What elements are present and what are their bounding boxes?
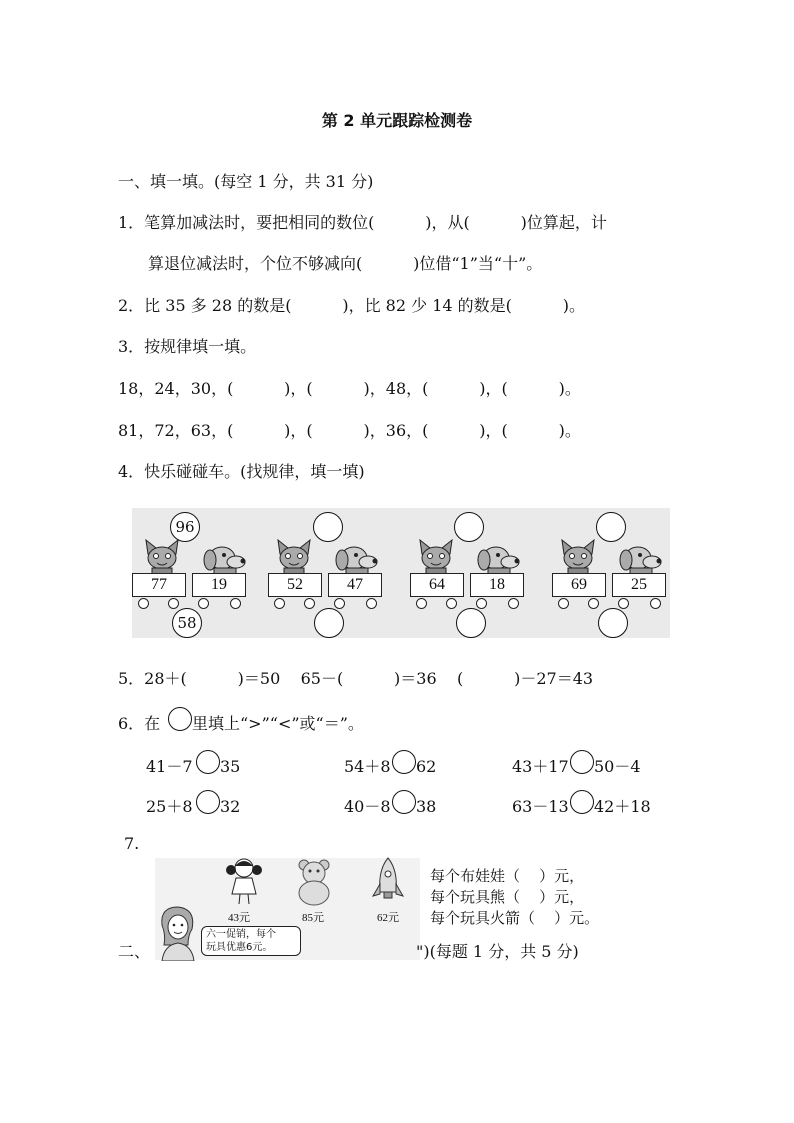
cat-icon <box>416 538 456 576</box>
dog-car: 19 <box>192 573 246 597</box>
wheel <box>588 598 599 609</box>
wheel <box>508 598 519 609</box>
compare-circle[interactable] <box>570 750 594 774</box>
q6-right-5: 38 <box>416 797 437 816</box>
wheel <box>446 598 457 609</box>
q6-text-b: 里填上“>”“<”或“＝”。 <box>192 714 364 733</box>
wheel <box>230 598 241 609</box>
q6-left-2: 54＋8 <box>344 757 391 776</box>
compare-circle[interactable] <box>392 790 416 814</box>
q6-left-1: 41－7 <box>146 757 193 776</box>
bottom-value: 58 <box>177 614 197 632</box>
q3-text: 3．按规律填一填。 <box>118 337 257 356</box>
bottom-circle[interactable] <box>456 608 486 638</box>
q7-answer-bear: 每个玩具熊（ ）元， <box>430 888 585 906</box>
wheel <box>618 598 629 609</box>
compare-circle-sample <box>168 707 192 731</box>
wheel <box>168 598 179 609</box>
bottom-circle[interactable] <box>314 608 344 638</box>
q6-right-1: 35 <box>220 757 241 776</box>
q2-text: 2．比 35 多 28 的数是( )，比 82 少 14 的数是( )。 <box>118 296 585 315</box>
bumper-car-panel <box>132 508 670 638</box>
rocket-icon <box>370 856 406 906</box>
top-circle[interactable] <box>596 512 626 542</box>
wheel <box>476 598 487 609</box>
q3-row1: 18，24，30，( )，( )，48，( )，( )。 <box>118 379 581 398</box>
q6-left-3: 43＋17 <box>512 757 569 776</box>
cat-icon <box>558 538 598 576</box>
q4-text: 4．快乐碰碰车。(找规律，填一填) <box>118 462 365 481</box>
q6-left-4: 25＋8 <box>146 797 193 816</box>
promo-line2: 玩具优惠6元。 <box>206 942 273 953</box>
q7-answer-rocket: 每个玩具火箭（ ）元。 <box>430 909 600 927</box>
wheel <box>198 598 209 609</box>
wheel <box>138 598 149 609</box>
dog-car: 47 <box>328 573 382 597</box>
q7-number: 7. <box>124 834 140 853</box>
q5-text: 5．28＋( )＝50 65－( )＝36 ( )－27＝43 <box>118 669 594 688</box>
q6-right-6: 42＋18 <box>594 797 651 816</box>
compare-circle[interactable] <box>392 750 416 774</box>
wheel <box>334 598 345 609</box>
cat-car: 64 <box>410 573 464 597</box>
top-circle[interactable] <box>313 512 343 542</box>
q6-left-5: 40－8 <box>344 797 391 816</box>
compare-circle[interactable] <box>196 750 220 774</box>
section1-heading: 一、填一填。(每空 1 分，共 31 分) <box>118 172 374 191</box>
bottom-circle <box>172 608 202 638</box>
wheel <box>650 598 661 609</box>
q1-line1: 1．笔算加减法时，要把相同的数位( )，从( )位算起，计 <box>118 213 607 232</box>
q6-text-a: 6．在 <box>118 714 161 733</box>
wheel <box>274 598 285 609</box>
wheel <box>366 598 377 609</box>
doll-price: 43元 <box>228 912 250 924</box>
cat-car: 69 <box>552 573 606 597</box>
compare-circle[interactable] <box>196 790 220 814</box>
wheel <box>304 598 315 609</box>
rocket-price: 62元 <box>377 912 399 924</box>
top-value: 96 <box>175 518 195 536</box>
compare-circle[interactable] <box>570 790 594 814</box>
section2-heading: ")(每题 1 分，共 5 分) <box>416 942 579 961</box>
bear-icon <box>292 857 336 907</box>
cat-icon <box>142 538 182 576</box>
q7-answer-doll: 每个布娃娃（ ）元， <box>430 867 585 885</box>
wheel <box>558 598 569 609</box>
cat-car: 77 <box>132 573 186 597</box>
wheel <box>416 598 427 609</box>
q6-left-6: 63－13 <box>512 797 569 816</box>
top-circle[interactable] <box>454 512 484 542</box>
q6-right-4: 32 <box>220 797 241 816</box>
doll-icon <box>222 856 266 906</box>
q6-right-3: 50－4 <box>594 757 641 776</box>
girl-icon <box>154 905 200 961</box>
dog-car: 25 <box>612 573 666 597</box>
promo-line1: 六一促销，每个 <box>206 929 276 940</box>
bear-price: 85元 <box>302 912 324 924</box>
cat-car: 52 <box>268 573 322 597</box>
q6-right-2: 62 <box>416 757 437 776</box>
promo-bubble <box>201 926 301 956</box>
q1-line2: 算退位减法时，个位不够减向( )位借“1”当“十”。 <box>148 254 543 273</box>
dog-car: 18 <box>470 573 524 597</box>
bottom-circle[interactable] <box>598 608 628 638</box>
page-title: 第 2 单元跟踪检测卷 <box>321 111 473 130</box>
cat-icon <box>274 538 314 576</box>
q3-row2: 81，72，63，( )，( )，36，( )，( )。 <box>118 421 581 440</box>
section2-prefix: 二、 <box>118 942 151 961</box>
